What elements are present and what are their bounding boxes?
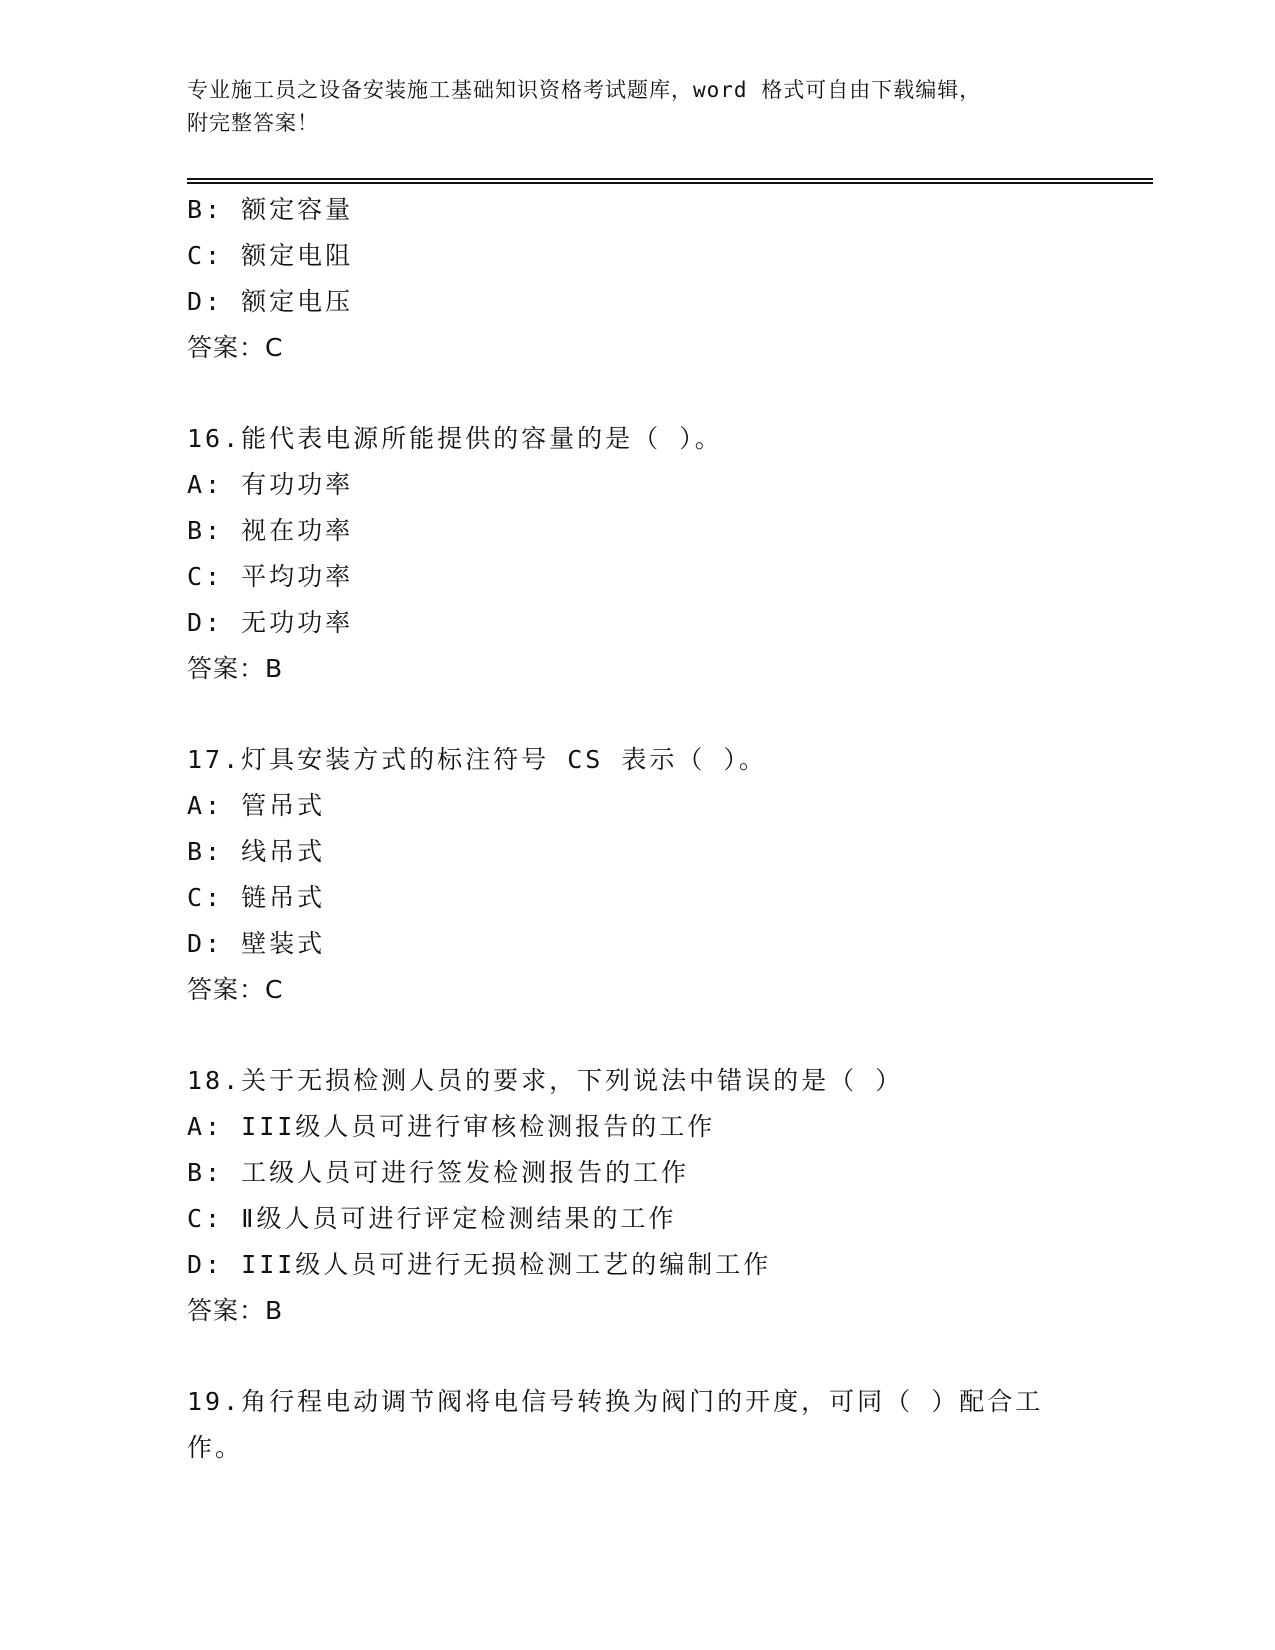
question-15-continued — [187, 187, 1127, 371]
answer-line: 答案：B — [187, 654, 284, 683]
option-d: D: 无功功率 — [187, 608, 354, 637]
header-line-2: 附完整答案！ — [187, 111, 319, 135]
option-d: D: III级人员可进行无损检测工艺的编制工作 — [187, 1250, 772, 1279]
answer-line: 答案：C — [187, 333, 284, 362]
option-b: B: 额定容量 — [187, 195, 354, 224]
question-stem: 18.关于无损检测人员的要求，下列说法中错误的是（ ） — [187, 1066, 904, 1095]
answer-line: 答案：B — [187, 1296, 284, 1325]
question-17 — [187, 737, 1127, 1013]
option-c: C: 额定电阻 — [187, 241, 354, 270]
option-b: B: 视在功率 — [187, 516, 354, 545]
question-stem-line-2: 作。 — [187, 1433, 244, 1462]
option-d: D: 壁装式 — [187, 929, 326, 958]
option-c: C: 链吊式 — [187, 883, 326, 912]
question-19 — [187, 1379, 1127, 1471]
header-divider-top — [187, 178, 1153, 180]
question-16 — [187, 416, 1127, 692]
header-divider-bottom — [187, 182, 1153, 184]
option-c: C: 平均功率 — [187, 562, 354, 591]
option-a: A: 管吊式 — [187, 791, 326, 820]
question-stem: 17.灯具安装方式的标注符号 CS 表示（ ）。 — [187, 745, 767, 774]
option-a: A: 有功功率 — [187, 470, 354, 499]
option-b: B: 工级人员可进行签发检测报告的工作 — [187, 1158, 690, 1187]
question-list — [187, 187, 1127, 1471]
answer-line: 答案：C — [187, 975, 284, 1004]
question-stem: 16.能代表电源所能提供的容量的是（ ）。 — [187, 424, 723, 453]
document-header — [187, 74, 1067, 140]
option-d: D: 额定电压 — [187, 287, 354, 316]
question-stem-line-1: 19.角行程电动调节阀将电信号转换为阀门的开度，可同（ ）配合工 — [187, 1387, 1044, 1416]
option-a: A: III级人员可进行审核检测报告的工作 — [187, 1112, 716, 1141]
option-c: C: Ⅱ级人员可进行评定检测结果的工作 — [187, 1204, 677, 1233]
header-line-1: 专业施工员之设备安装施工基础知识资格考试题库，word 格式可自由下载编辑， — [187, 78, 982, 102]
option-b: B: 线吊式 — [187, 837, 326, 866]
question-18 — [187, 1058, 1127, 1334]
